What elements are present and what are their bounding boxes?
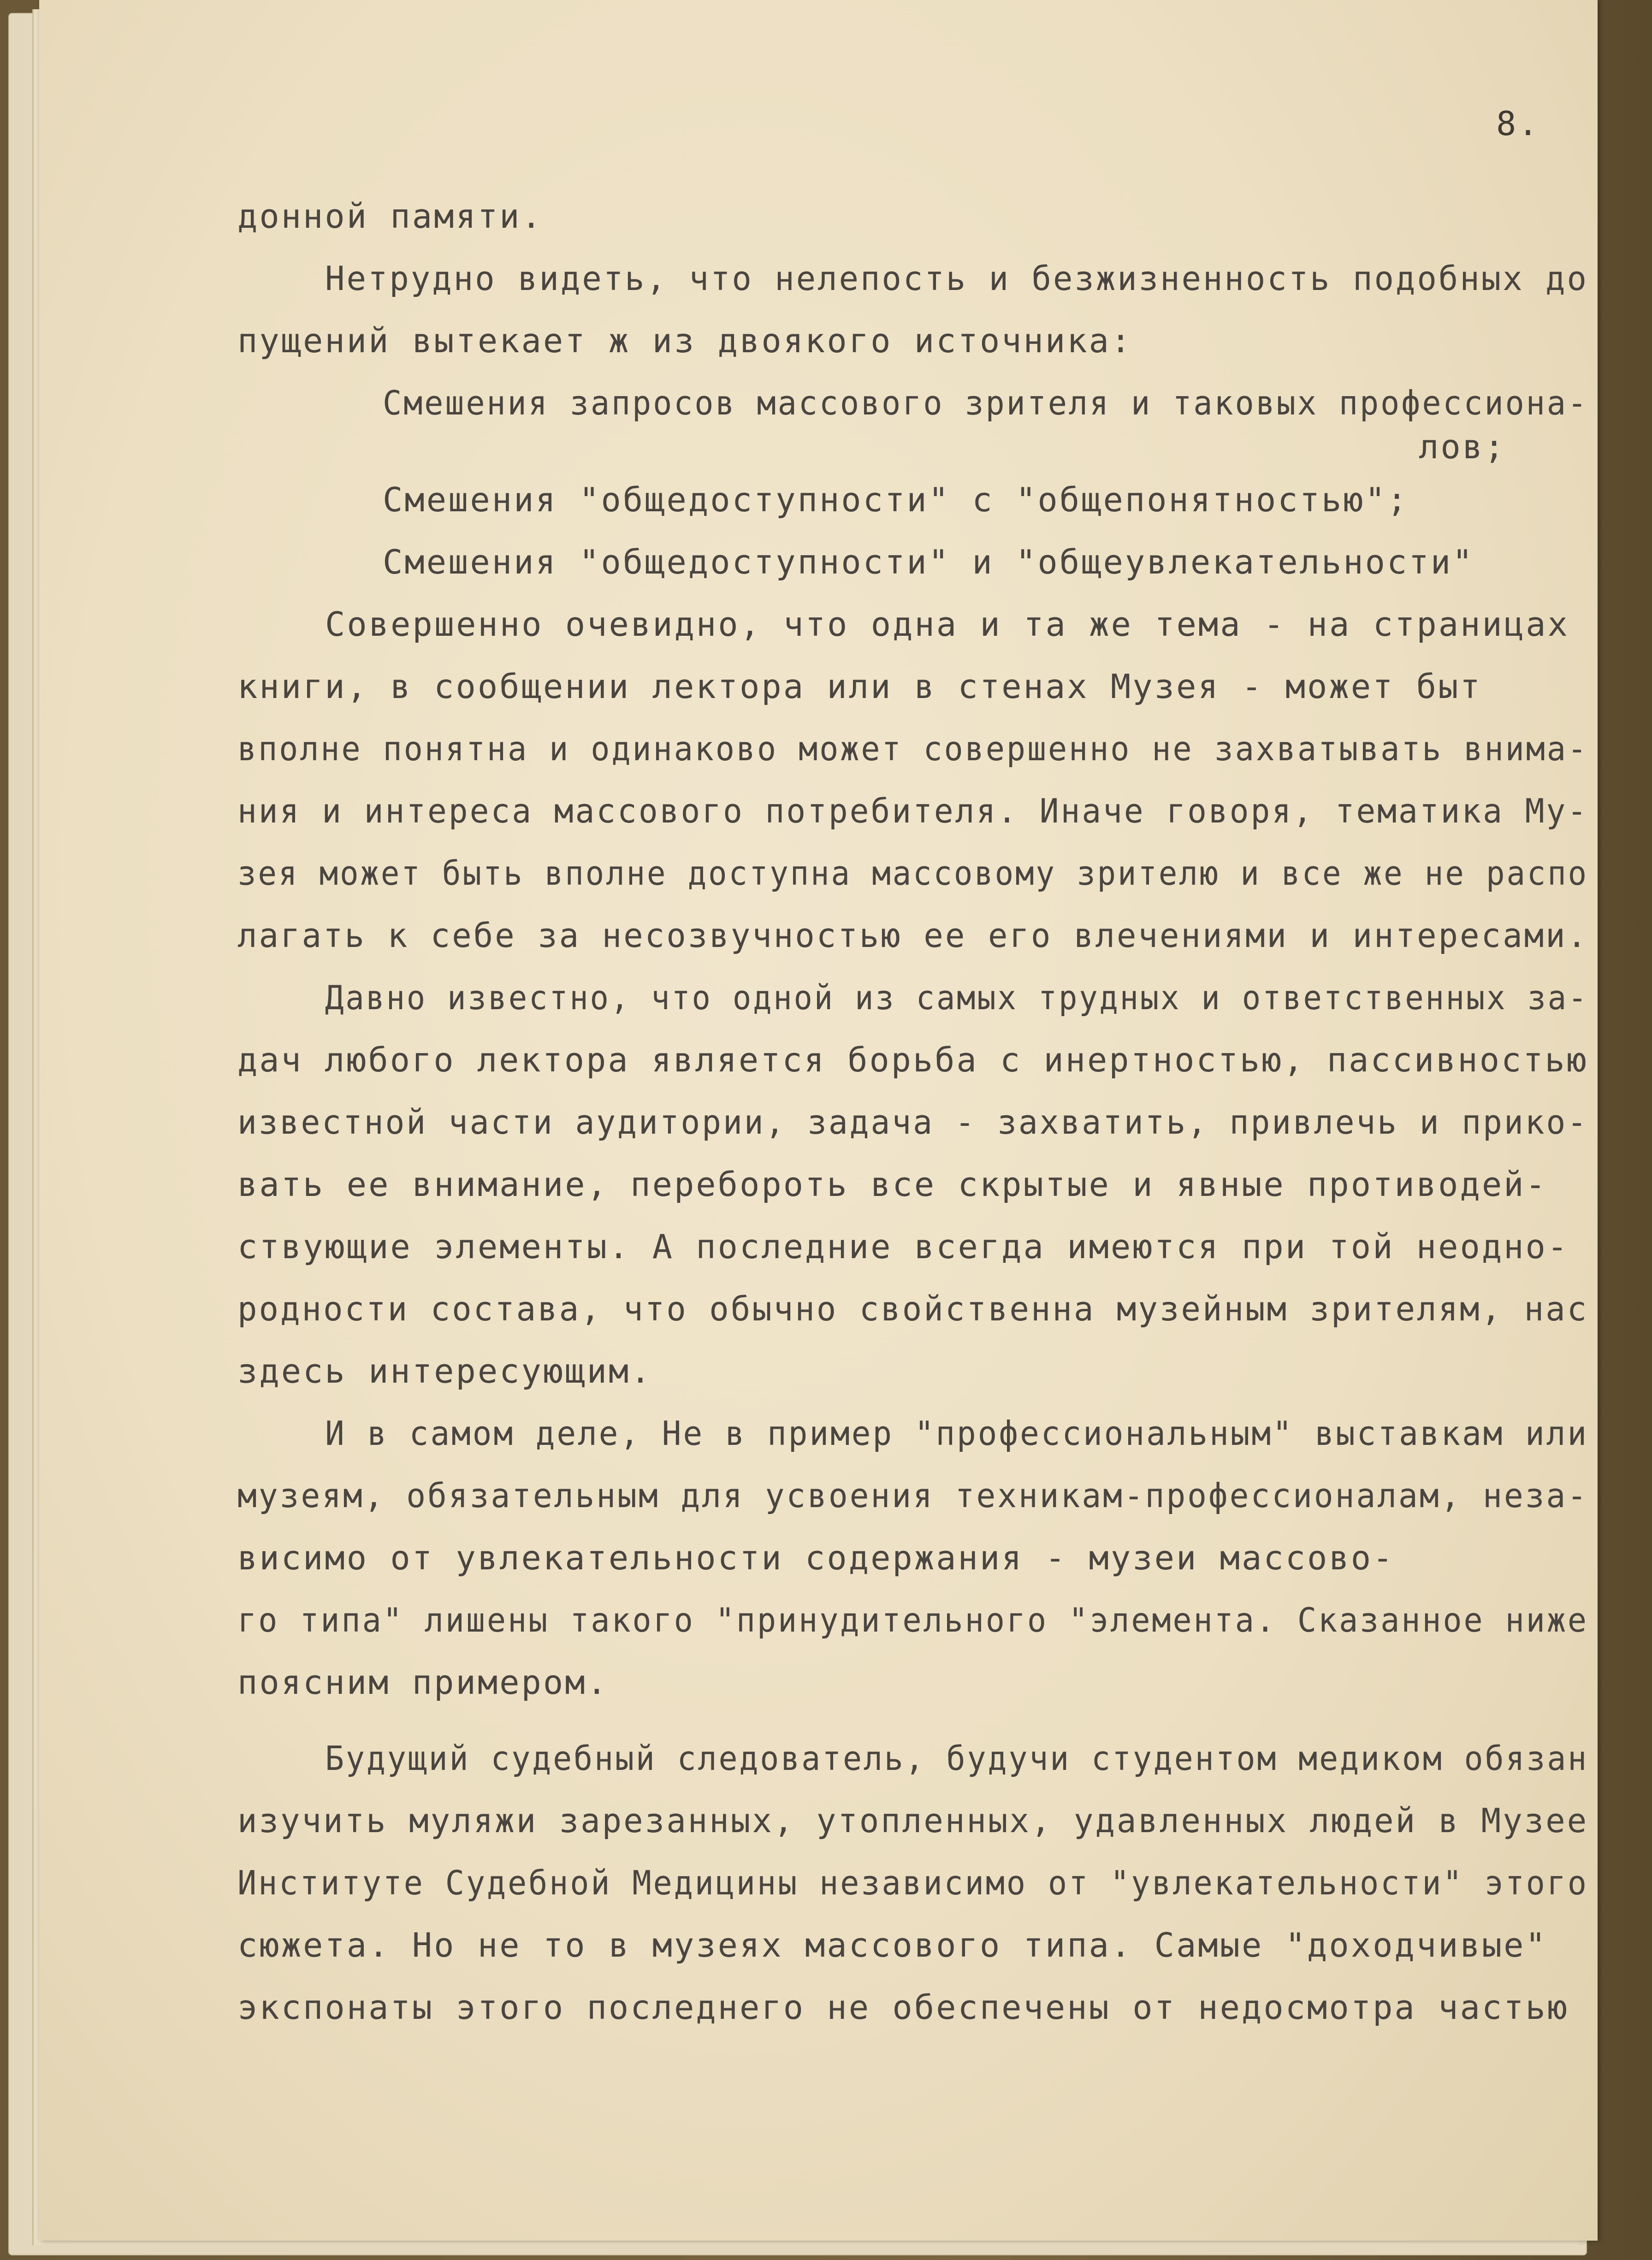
document-page xyxy=(39,0,1598,2241)
text-line-13: лагать к себе за несозвучностью ее его влечениями и интересами. xyxy=(237,916,1589,955)
text-line-6: Смешения "общедоступности" с "общепонятностью"; xyxy=(383,480,1409,519)
page-number: 8. xyxy=(1496,104,1540,143)
text-line-4: Смешения запросов массового зрителя и таковых профессиона- xyxy=(383,384,1588,422)
text-line-19: родности состава, что обычно свойственна музейным зрителям, нас xyxy=(237,1290,1589,1328)
text-line-10: вполне понятна и одинаково может совершенно не захватывать внима- xyxy=(237,729,1588,768)
text-line-16: известной части аудитории, задача - захватить, привлечь и прико- xyxy=(237,1103,1588,1142)
typewritten-text xyxy=(39,0,1589,2027)
text-line-23: висимо от увлекательности содержания - музеи массово- xyxy=(237,1538,1395,1577)
text-line-3: пущений вытекает ж из двоякого источника: xyxy=(237,321,1133,360)
text-line-1: донной памяти. xyxy=(237,197,543,236)
text-line-26: Будущий судебный следователь, будучи студентом медиком обязан xyxy=(325,1739,1589,1778)
text-line-8: Совершенно очевидно, что одна и та же тема - на страницах xyxy=(325,605,1569,644)
text-line-24: го типа" лишены такого "принудительного "элемента. Сказанное ниже xyxy=(237,1601,1588,1639)
text-line-2: Нетрудно видеть, что нелепость и безжизненность подобных до xyxy=(325,259,1588,298)
text-line-18: ствующие элементы. А последние всегда имеются при той неодно- xyxy=(237,1227,1569,1266)
text-line-20: здесь интересующим. xyxy=(237,1352,652,1390)
text-line-27: изучить муляжи зарезанных, утопленных, удавленных людей в Музее xyxy=(237,1801,1589,1840)
text-line-15: дач любого лектора является борьба с инертностью, пассивностью xyxy=(237,1041,1588,1079)
text-line-22: музеям, обязательным для усвоения техникам-профессионалам, неза- xyxy=(237,1476,1588,1515)
text-line-14: Давно известно, что одной из самых трудных и ответственных за- xyxy=(325,978,1589,1017)
text-line-11: ния и интереса массового потребителя. Иначе говоря, тематика Му- xyxy=(237,792,1588,830)
text-line-9: книги, в сообщении лектора или в стенах Музея - может быт xyxy=(237,667,1482,706)
text-line-29: сюжета. Но не то в музеях массового типа. Самые "доходчивые" xyxy=(237,1926,1547,1964)
text-line-12: зея может быть вполне доступна массовому зрителю и все же не распо xyxy=(237,854,1588,893)
text-line-28: Институте Судебной Медицины независимо от "увлекательности" этого xyxy=(237,1864,1588,1902)
text-line-17: вать ее внимание, перебороть все скрытые и явные противодей- xyxy=(237,1165,1547,1204)
text-line-7: Смешения "общедоступности" и "общеувлекательности" xyxy=(383,543,1474,581)
text-line-21: И в самом деле, Не в пример "профессиональным" выставкам или xyxy=(325,1414,1589,1453)
text-line-5: лов; xyxy=(1419,427,1506,466)
text-line-30: экспонаты этого последнего не обеспечены от недосмотра частью xyxy=(237,1988,1569,2027)
text-line-25: поясним примером. xyxy=(237,1663,609,1702)
